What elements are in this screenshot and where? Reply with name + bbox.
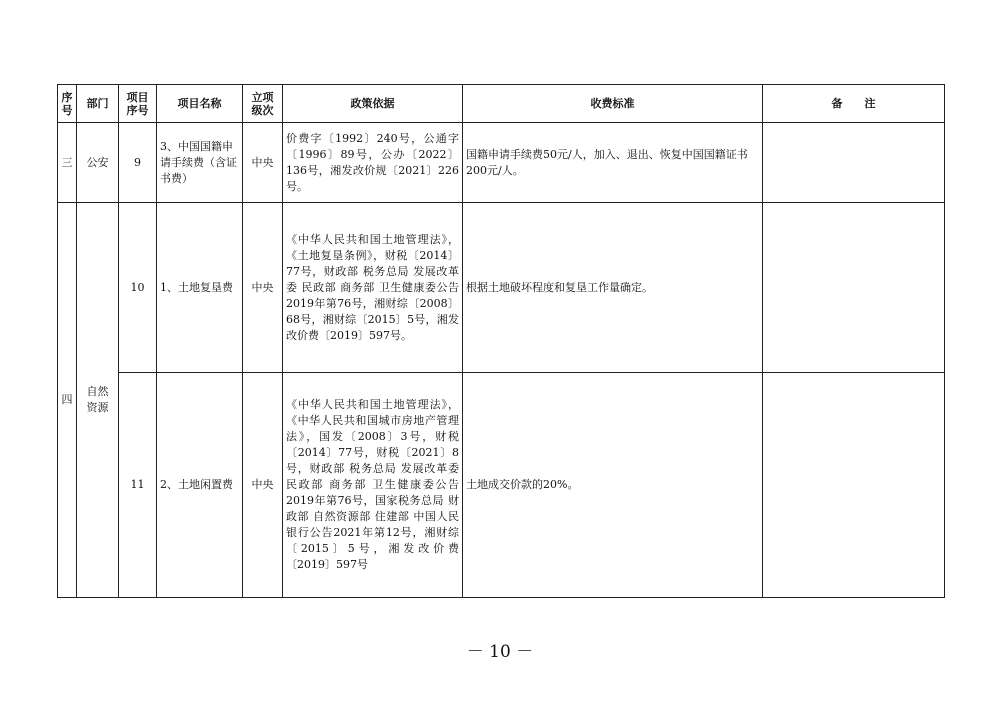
cell-basis: 《中华人民共和国土地管理法》，《中华人民共和国城市房地产管理法》，国发〔2008〕3号，财税〔2014〕77号，财税〔2021〕8号，财政部 税务总局 发展改革委 民政部 商务部 卫生健康委公告2019年第76号，国家税务总局 财政部 自然资源部 住建部 中国人民银行公告2021年第12号，湘财综〔2015〕5号，湘发改价费〔2019〕597号: [283, 373, 463, 598]
cell-item-name: 3、中国国籍申请手续费（含证书费）: [157, 123, 243, 203]
header-seq: 序号: [58, 85, 77, 123]
cell-item-no: 10: [119, 203, 157, 373]
header-item-name: 项目名称: [157, 85, 243, 123]
table-header-row: [58, 85, 945, 123]
table-row: [58, 373, 945, 598]
table-row: [58, 123, 945, 203]
fee-table: [57, 84, 945, 598]
header-item-no: 项目序号: [119, 85, 157, 123]
cell-item-name: 1、土地复垦费: [157, 203, 243, 373]
cell-standard: 国籍申请手续费50元/人，加入、退出、恢复中国国籍证书200元/人。: [463, 123, 763, 203]
header-basis: 政策依据: [283, 85, 463, 123]
header-remark: 备 注: [763, 85, 945, 123]
cell-standard: 土地成交价款的20%。: [463, 373, 763, 598]
header-standard: 收费标准: [463, 85, 763, 123]
cell-level: 中央: [243, 203, 283, 373]
cell-item-no: 11: [119, 373, 157, 598]
header-dept: 部门: [77, 85, 119, 123]
page-number: － 10 －: [466, 642, 534, 662]
table-row: [58, 203, 945, 373]
header-level: 立项级次: [243, 85, 283, 123]
cell-remark: [763, 373, 945, 598]
cell-level: 中央: [243, 123, 283, 203]
cell-seq: 四: [58, 203, 77, 598]
cell-seq: 三: [58, 123, 77, 203]
cell-dept: 自然资源: [77, 203, 119, 598]
cell-remark: [763, 123, 945, 203]
cell-dept: 公安: [77, 123, 119, 203]
cell-standard: 根据土地破坏程度和复垦工作量确定。: [463, 203, 763, 373]
cell-basis: 价费字〔1992〕240号，公通字〔1996〕89号，公办〔2022〕136号，湘发改价规〔2021〕226号。: [283, 123, 463, 203]
cell-remark: [763, 203, 945, 373]
cell-level: 中央: [243, 373, 283, 598]
cell-basis: 《中华人民共和国土地管理法》，《土地复垦条例》，财税〔2014〕77号，财政部 税务总局 发展改革委 民政部 商务部 卫生健康委公告2019年第76号，湘财综〔2008〕68号，湘财综〔2015〕5号，湘发改价费〔2019〕597号。: [283, 203, 463, 373]
cell-item-no: 9: [119, 123, 157, 203]
cell-item-name: 2、土地闲置费: [157, 373, 243, 598]
